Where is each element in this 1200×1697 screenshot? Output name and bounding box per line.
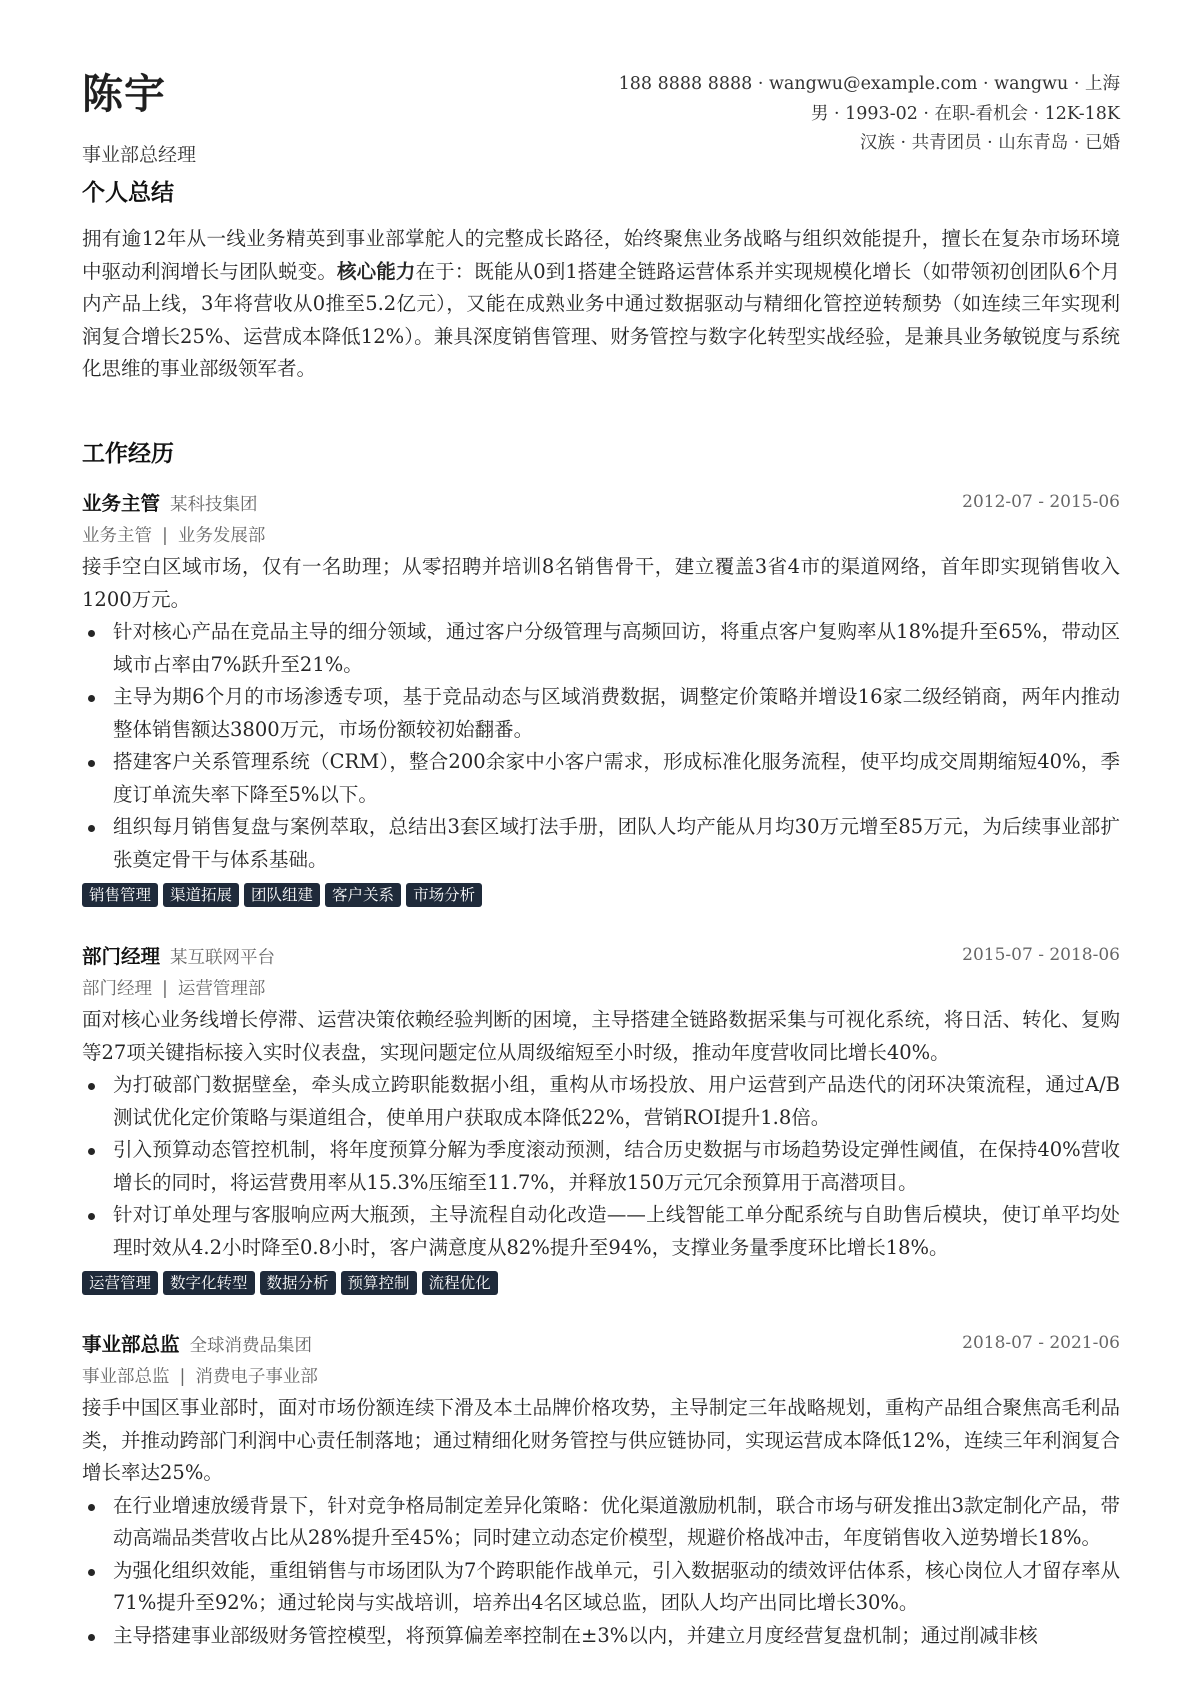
job-position: 事业部总监 [82, 1367, 170, 1387]
bullet-dot [88, 1504, 95, 1511]
skill-tag: 流程优化 [422, 1271, 498, 1295]
bullet-text: 引入预算动态管控机制，将年度预算分解为季度滚动预测，结合历史数据与市场趋势设定弹性阈值，在保持40%营收增长的同时，将运营费用率从15.3%压缩至11.7%，并释放150万元冗余预算用于高潜项目。 [113, 1138, 1120, 1194]
job-company: 某互联网平台 [170, 948, 276, 968]
bullet-dot [88, 1148, 95, 1155]
summary-bold: 核心能力 [337, 259, 416, 283]
bullet-text: 主导搭建事业部级财务管控模型，将预算偏差率控制在±3%以内，并建立月度经营复盘机制；通过削减非核 [113, 1623, 1038, 1647]
job-header [82, 1329, 1120, 1359]
job-description: 接手中国区事业部时，面对市场份额连续下滑及本土品牌价格攻势，主导制定三年战略规划，重构产品组合聚焦高毛利品类，并推动跨部门利润中心责任制落地；通过精细化财务管控与供应链协同，实现运营成本降低12%，连续三年利润复合增长率达25%。 [82, 1396, 1120, 1484]
job-date: 2018-07 - 2021-06 [962, 1333, 1120, 1353]
job-subtitle [82, 974, 1120, 1004]
skill-tag: 团队组建 [244, 883, 320, 907]
job-department: 运营管理部 [177, 979, 266, 999]
bullet-text: 为强化组织效能，重组销售与市场团队为7个跨职能作战单元，引入数据驱动的绩效评估体系，核心岗位人才留存率从71%提升至92%；通过轮岗与实战培训，培养出4名区域总监，团队人均产出同比增长30%。 [113, 1558, 1120, 1614]
skill-tag: 销售管理 [82, 883, 158, 907]
contact-line: 188 8888 8888 · wangwu@example.com · wangwu · 上海 [618, 74, 1120, 94]
skill-tag: 数字化转型 [163, 1271, 255, 1295]
bullet-text: 针对核心产品在竞品主导的细分领域，通过客户分级管理与高频回访，将重点客户复购率从18%提升至65%，带动区域市占率由7%跃升至21%。 [113, 620, 1120, 676]
job-description: 面对核心业务线增长停滞、运营决策依赖经验判断的困境，主导搭建全链路数据采集与可视化系统，将日活、转化、复购等27项关键指标接入实时仪表盘，实现问题定位从周级缩短至小时级，推动年度营收同比增长40%。 [82, 1008, 1120, 1064]
job-role: 业务主管 [82, 492, 161, 515]
job-bullets [82, 616, 1120, 876]
bullet-dot [88, 1569, 95, 1576]
job-header [82, 488, 1120, 518]
resume-page [82, 0, 1120, 1647]
bullet-item [82, 1490, 1120, 1555]
candidate-title: 事业部总经理 [82, 144, 197, 166]
separator: | [162, 526, 168, 546]
bullet-item [82, 1069, 1120, 1134]
skill-tags [82, 1271, 1120, 1295]
skill-tag: 客户关系 [325, 883, 401, 907]
bullet-text: 主导为期6个月的市场渗透专项，基于竞品动态与区域消费数据，调整定价策略并增设16家二级经销商，两年内推动整体销售额达3800万元，市场份额较初始翻番。 [113, 685, 1120, 741]
summary-text-part: 拥有逾12年从一线业务精英到事业部掌舵人的完整成长路径，始终聚焦业务战略与组织效能提升，擅长在复杂市场环境中驱动利润增长与团队蜕变。 [82, 227, 1120, 283]
resume-header [82, 0, 1120, 165]
bullet-item [82, 616, 1120, 681]
skill-tags [82, 883, 1120, 907]
job-bullets [82, 1490, 1120, 1653]
job-description: 接手空白区域市场，仅有一名助理；从零招聘并培训8名销售骨干，建立覆盖3省4市的渠道网络，首年即实现销售收入1200万元。 [82, 555, 1120, 611]
summary-text [82, 223, 1120, 386]
separator: | [179, 1367, 186, 1387]
job-position: 部门经理 [82, 979, 152, 999]
bullet-item [82, 746, 1120, 811]
bullet-dot [88, 1213, 95, 1220]
separator: | [162, 979, 168, 999]
job-company: 全球消费品集团 [189, 1336, 313, 1356]
bullet-text: 组织每月销售复盘与案例萃取，总结出3套区域打法手册，团队人均产能从月均30万元增至85万元，为后续事业部扩张奠定骨干与体系基础。 [113, 815, 1120, 871]
skill-tag: 数据分析 [260, 1271, 336, 1295]
job-header [82, 941, 1120, 971]
bullet-item [82, 1620, 1120, 1653]
bullet-dot [88, 760, 95, 767]
job-company: 某科技集团 [170, 495, 258, 515]
bullet-item [82, 811, 1120, 876]
contact-info [619, 70, 1120, 159]
bullet-item [82, 1134, 1120, 1199]
bullet-dot [88, 825, 95, 832]
job-role: 部门经理 [82, 945, 161, 968]
skill-tag: 预算控制 [341, 1271, 417, 1295]
bullet-item [82, 1555, 1120, 1620]
contact-line: 男 · 1993-02 · 在职-看机会 · 12K-18K [810, 103, 1120, 124]
skill-tag: 市场分析 [406, 883, 482, 907]
skill-tag: 渠道拓展 [163, 883, 239, 907]
job-entry [82, 488, 1120, 907]
bullet-text: 针对订单处理与客服响应两大瓶颈，主导流程自动化改造——上线智能工单分配系统与自助售后模块，使订单平均处理时效从4.2小时降至0.8小时，客户满意度从82%提升至94%，支撑业务量季度环比增长18%。 [113, 1203, 1120, 1259]
bullet-text: 搭建客户关系管理系统（CRM），整合200余家中小客户需求，形成标准化服务流程，使平均成交周期缩短40%，季度订单流失率下降至5%以下。 [113, 750, 1120, 806]
job-role: 事业部总监 [82, 1333, 180, 1356]
job-bullets [82, 1069, 1120, 1264]
job-entry [82, 1329, 1120, 1652]
bullet-text: 在行业增速放缓背景下，针对竞争格局制定差异化策略：优化渠道激励机制，联合市场与研发推出3款定制化产品，带动高端品类营收占比从28%提升至45%；同时建立动态定价模型，规避价格战冲击，年度销售收入逆势增长18%。 [113, 1493, 1120, 1549]
job-department: 业务发展部 [177, 526, 266, 546]
bullet-dot [88, 630, 95, 637]
job-subtitle [82, 1362, 1120, 1392]
bullet-dot [88, 1083, 95, 1090]
job-date: 2015-07 - 2018-06 [962, 945, 1120, 965]
contact-line: 汉族 · 共青团员 · 山东青岛 · 已婚 [859, 133, 1120, 153]
job-date: 2012-07 - 2015-06 [962, 492, 1120, 512]
candidate-name: 陈宇 [82, 70, 166, 118]
bullet-item [82, 1199, 1120, 1264]
bullet-item [82, 681, 1120, 746]
job-position: 业务主管 [82, 526, 152, 546]
bullet-dot [88, 695, 95, 702]
bullet-dot [88, 1634, 95, 1641]
bullet-text: 为打破部门数据壁垒，牵头成立跨职能数据小组，重构从市场投放、用户运营到产品迭代的闭环决策流程，通过A/B测试优化定价策略与渠道组合，使单用户获取成本降低22%，营销ROI提升1.8倍。 [113, 1073, 1120, 1129]
summary-text-part: 在于：既能从0到1搭建全链路运营体系并实现规模化增长（如带领初创团队6个月内产品上线，3年将营收从0推至5.2亿元），又能在成熟业务中通过数据驱动与精细化管控逆转颓势（如连续三年实现利润复合增长25%、运营成本降低12%）。兼具深度销售管理、财务管控与数字化转型实战经验，是兼具业务敏锐度与系统化思维的事业部级领军者。 [82, 259, 1120, 380]
summary-heading: 个人总结 [82, 180, 174, 206]
job-department: 消费电子事业部 [195, 1367, 318, 1387]
job-entry [82, 941, 1120, 1295]
work-heading: 工作经历 [82, 441, 174, 467]
skill-tag: 运营管理 [82, 1271, 158, 1295]
job-subtitle [82, 521, 1120, 551]
